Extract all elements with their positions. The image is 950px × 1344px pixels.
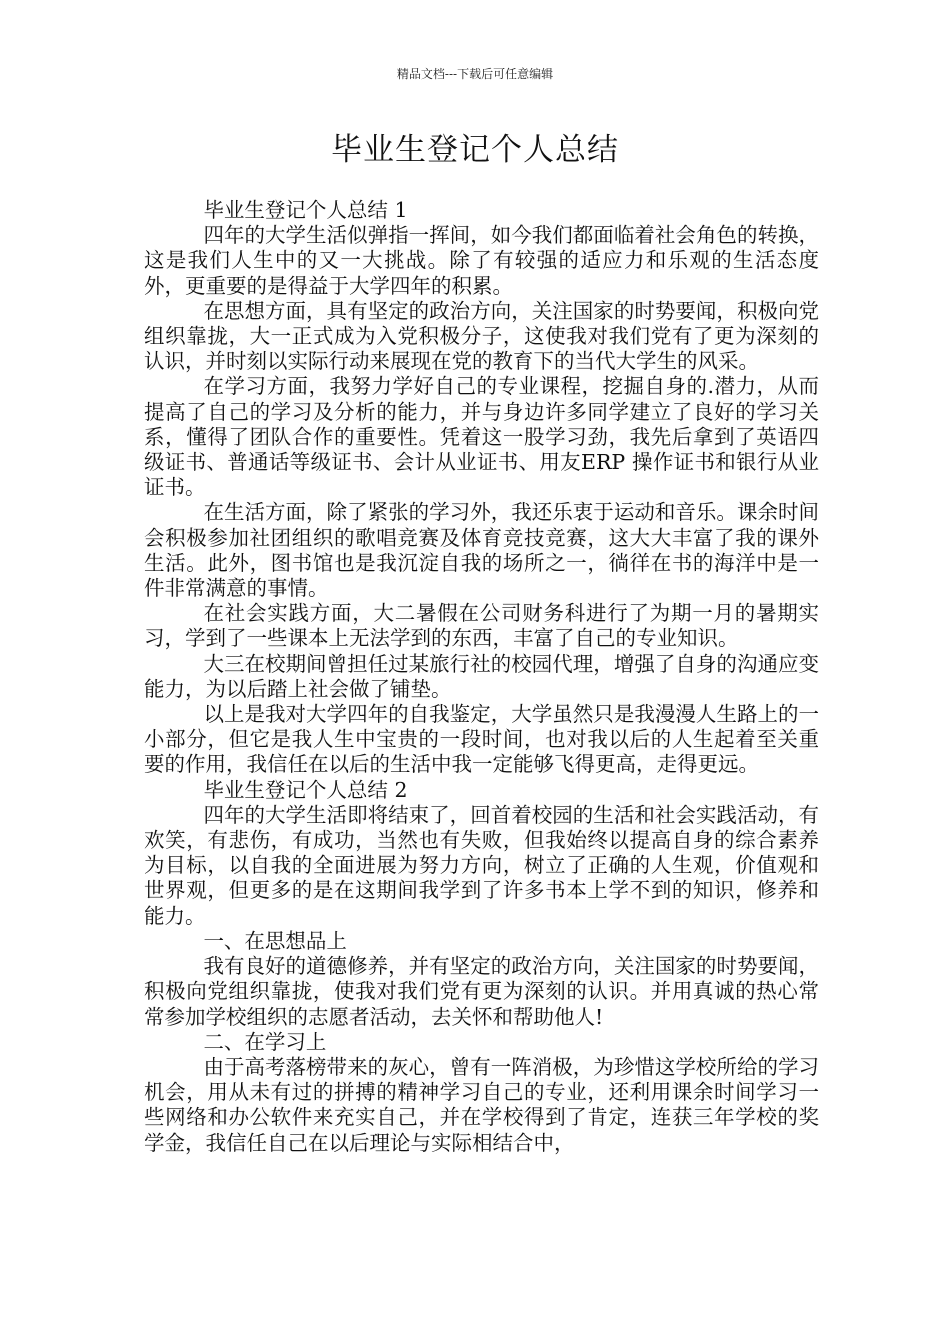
document-title: 毕业生登记个人总结 [331, 132, 619, 168]
paragraph: 在社会实践方面，大二暑假在公司财务科进行了为期一月的暑期实习，学到了一些课本上无法学到的东西，丰富了自己的专业知识。 [144, 601, 819, 651]
paragraph: 在学习方面，我努力学好自己的专业课程，挖掘自身的.潜力，从而提高了自己的学习及分析的能力，并与身边许多同学建立了良好的学习关系，懂得了团队合作的重要性。凭着这一股学习劲，我先后拿到了英语四级证书、普通话等级证书、会计从业证书、用友ERP 操作证书和银行从业证书。 [144, 374, 819, 500]
paragraph: 大三在校期间曾担任过某旅行社的校园代理，增强了自身的沟通应变能力，为以后踏上社会做了铺垫。 [144, 651, 819, 701]
header-note: 精品文档---下载后可任意编辑 [396, 67, 554, 81]
document-body [144, 198, 819, 1156]
subsection-heading: 二、在学习上 [203, 1029, 327, 1054]
paragraph: 在思想方面，具有坚定的政治方向，关注国家的时势要闻，积极向党组织靠拢，大一正式成为入党积极分子，这使我对我们党有了更为深刻的认识，并时刻以实际行动来展现在党的教育下的当代大学生的风采。 [144, 298, 819, 374]
paragraph: 由于高考落榜带来的灰心，曾有一阵消极，为珍惜这学校所给的学习机会，用从未有过的拼搏的精神学习自己的专业，还利用课余时间学习一些网络和办公软件来充实自己，并在学校得到了肯定，连获三年学校的奖学金，我信任自己在以后理论与实际相结合中， [144, 1054, 819, 1155]
section-heading: 毕业生登记个人总结 2 [203, 777, 408, 802]
paragraph: 四年的大学生活即将结束了，回首着校园的生活和社会实践活动，有欢笑，有悲伤，有成功，当然也有失败，但我始终以提高自身的综合素养为目标，以自我的全面进展为努力方向，树立了正确的人生观，价值观和世界观，但更多的是在这期间我学到了许多书本上学不到的知识，修养和能力。 [144, 802, 819, 928]
paragraph: 在生活方面，除了紧张的学习外，我还乐衷于运动和音乐。课余时间会积极参加社团组织的歌唱竞赛及体育竞技竞赛，这大大丰富了我的课外生活。此外，图书馆也是我沉淀自我的场所之一，徜徉在书的海洋中是一件非常满意的事情。 [144, 500, 819, 601]
paragraph: 以上是我对大学四年的自我鉴定，大学虽然只是我漫漫人生路上的一小部分，但它是我人生中宝贵的一段时间，也对我以后的人生起着至关重要的作用，我信任在以后的生活中我一定能够飞得更高，走得更远。 [144, 702, 819, 777]
paragraph: 四年的大学生活似弹指一挥间，如今我们都面临着社会角色的转换，这是我们人生中的又一大挑战。除了有较强的适应力和乐观的生活态度外，更重要的是得益于大学四年的积累。 [144, 223, 819, 298]
subsection-heading: 一、在思想品上 [203, 928, 347, 953]
section-heading: 毕业生登记个人总结 1 [203, 198, 408, 222]
paragraph: 我有良好的道德修养，并有坚定的政治方向，关注国家的时势要闻，积极向党组织靠拢，使我对我们党有更为深刻的认识。并用真诚的热心常常参加学校组织的志愿者活动，去关怀和帮助他人! [144, 954, 819, 1029]
